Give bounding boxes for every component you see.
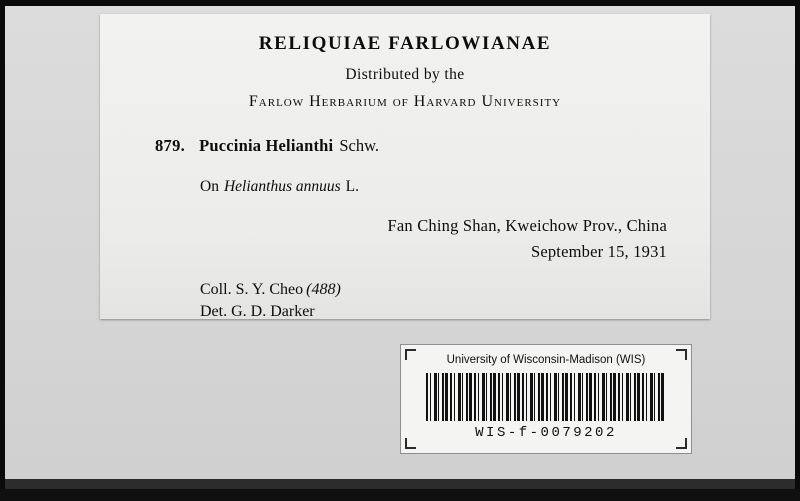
label-header-subtitle-2: Farlow Herbarium of Harvard University bbox=[248, 93, 562, 110]
sheet-edge-top bbox=[0, 0, 800, 6]
barcode-icon bbox=[426, 373, 666, 421]
registration-corner-mark-icon bbox=[676, 349, 687, 360]
barcode-label bbox=[400, 344, 692, 454]
host-prefix: On bbox=[200, 178, 219, 195]
sheet-bottom-strip bbox=[5, 479, 795, 489]
label-header-subtitle-1: Distributed by the bbox=[345, 66, 465, 83]
taxon-author: Schw. bbox=[339, 136, 380, 155]
taxon-row bbox=[100, 136, 710, 156]
collector-name: Coll. S. Y. Cheo bbox=[200, 281, 304, 298]
label-record-block bbox=[100, 136, 710, 321]
determination-label bbox=[100, 14, 710, 319]
locality-text: Fan Ching Shan, Kweichow Prov., China bbox=[387, 216, 667, 235]
registration-corner-mark-icon bbox=[405, 438, 416, 449]
host-row bbox=[100, 178, 710, 196]
collection-date: September 15, 1931 bbox=[530, 242, 667, 261]
determiner-row: Det. G. D. Darker bbox=[200, 303, 315, 320]
sheet-edge-right bbox=[795, 0, 800, 501]
taxon-name: Puccinia Helianthi bbox=[199, 136, 334, 155]
sheet-edge-left bbox=[0, 0, 5, 501]
collector-number: (488) bbox=[306, 281, 341, 298]
collector-row bbox=[100, 281, 710, 299]
host-authority: L. bbox=[345, 178, 359, 195]
registration-corner-mark-icon bbox=[676, 438, 687, 449]
sheet-edge-bottom bbox=[0, 489, 800, 501]
registration-corner-mark-icon bbox=[405, 349, 416, 360]
catalog-number: WIS-f-0079202 bbox=[475, 425, 617, 441]
institution-name: University of Wisconsin-Madison (WIS) bbox=[446, 354, 646, 366]
host-name: Helianthus annuus bbox=[223, 178, 341, 195]
label-header-title: RELIQUIAE FARLOWIANAE bbox=[258, 33, 552, 54]
record-number: 879. bbox=[155, 136, 186, 155]
